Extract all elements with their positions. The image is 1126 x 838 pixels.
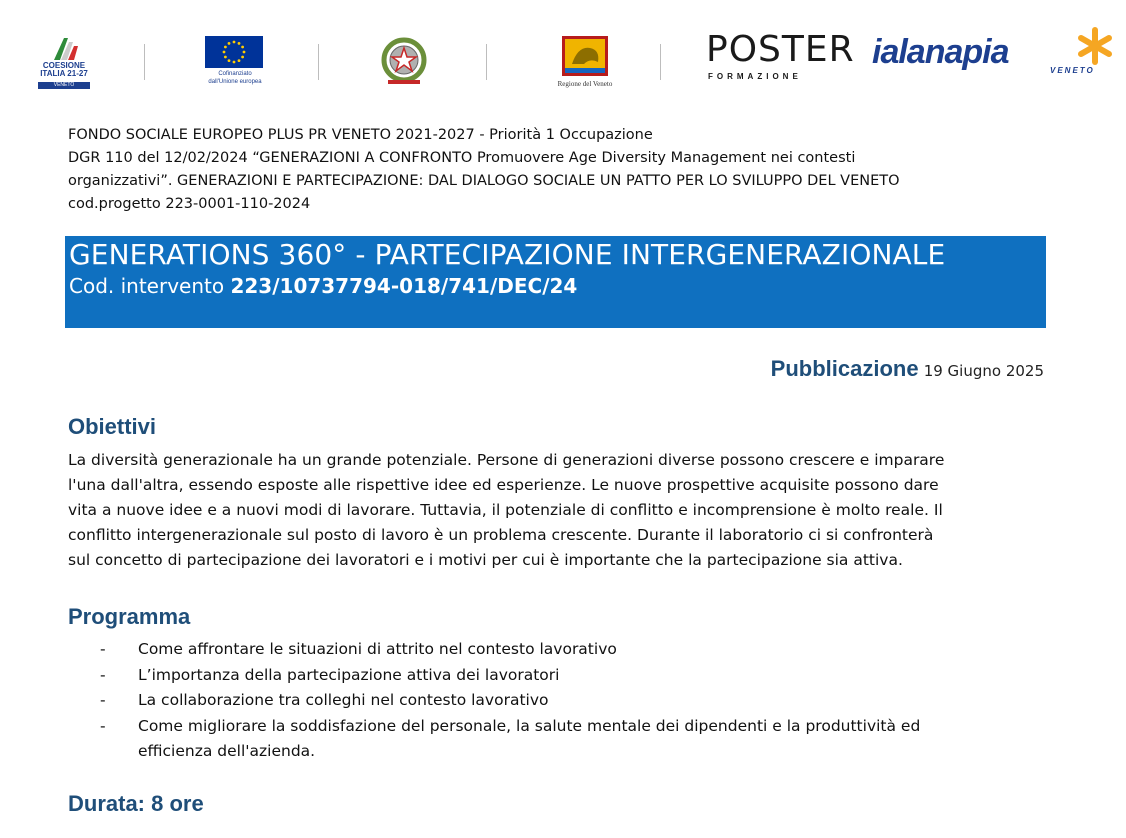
intervention-code xyxy=(69,274,577,298)
intervention-code-value: 223/10737794-018/741/DEC/24 xyxy=(230,274,578,298)
veneto-caption: Regione del Veneto xyxy=(557,80,613,88)
logo-bar xyxy=(0,24,1126,96)
header-line-4: cod.progetto 223-0001-110-2024 xyxy=(68,196,311,212)
eu-flag-icon xyxy=(205,36,263,68)
course-title: GENERATIONS 360° - PARTECIPAZIONE INTERGENERAZIONALE xyxy=(69,238,946,271)
publication-label: Pubblicazione xyxy=(770,356,919,381)
ial-region: VENETO xyxy=(1050,66,1095,75)
objectives-text xyxy=(68,448,1048,573)
coesione-region: VENETO xyxy=(38,82,90,89)
objectives-heading: Obiettivi xyxy=(68,414,157,439)
poster-subtitle: FORMAZIONE xyxy=(708,72,802,81)
eu-caption: Cofinanziato dall'Unione europea xyxy=(208,71,262,85)
project-header xyxy=(68,124,1058,216)
ial-wordmark: ialanapia xyxy=(872,33,1009,71)
coesione-label: COESIONE ITALIA 21-27 xyxy=(40,61,88,78)
objectives-line: l'una dall'altra, essendo esposte alle rispettive idee ed esperienze. Le nuove prospettive acquisite possono dare xyxy=(68,476,939,494)
program-list xyxy=(100,637,1060,765)
publication-date: 19 Giugno 2025 xyxy=(923,362,1044,380)
list-item: - La collaborazione tra colleghi nel contesto lavorativo xyxy=(100,691,549,709)
logo-divider xyxy=(660,44,661,80)
italian-republic-emblem xyxy=(374,36,434,88)
objectives-line: vita a nuove idee e a nuovi modi di lavorare. Tuttavia, il potenziale di conflitto e incomprensione è molto reale. Il xyxy=(68,501,943,519)
ial-anapia-logo xyxy=(870,26,1115,86)
poster-formazione-logo xyxy=(706,29,855,86)
list-item-continuation: efficienza dell'azienda. xyxy=(138,742,316,760)
list-item: - Come affrontare le situazioni di attrito nel contesto lavorativo xyxy=(100,640,617,658)
list-item: - L’importanza della partecipazione attiva dei lavoratori xyxy=(100,665,560,684)
objectives-line: conflitto intergenerazionale sul posto di lavoro è un problema crescente. Durante il laboratorio ci si confronterà xyxy=(68,526,934,544)
objectives-line: sul concetto di partecipazione dei lavoratori e i motivi per cui è importante che la partecipazione sia attiva. xyxy=(68,551,903,569)
coesione-italia-logo xyxy=(34,34,94,90)
logo-divider xyxy=(144,44,145,80)
program-heading: Programma xyxy=(68,604,191,629)
eu-cofunded-logo xyxy=(200,36,270,88)
header-line-1: FONDO SOCIALE EUROPEO PLUS PR VENETO 2021-2027 - Priorità 1 Occupazione xyxy=(68,127,653,143)
coesione-emblem-icon xyxy=(34,34,94,62)
intervention-code-label: Cod. intervento xyxy=(69,274,231,298)
objectives-line: La diversità generazionale ha un grande potenziale. Persone di generazioni diverse possono crescere e imparare xyxy=(68,451,945,469)
list-item: - Come migliorare la soddisfazione del personale, la salute mentale dei dipendenti e la produttività ed xyxy=(100,716,921,735)
publication-info xyxy=(771,356,1044,382)
regione-veneto-logo xyxy=(550,34,620,90)
poster-title: POSTER xyxy=(706,29,855,70)
asterisk-icon xyxy=(1075,26,1115,66)
header-line-2: DGR 110 del 12/02/2024 “GENERAZIONI A CONFRONTO Promuovere Age Diversity Management nei contesti xyxy=(68,150,856,166)
title-banner xyxy=(65,236,1046,328)
logo-divider xyxy=(486,44,487,80)
veneto-lion-icon xyxy=(550,34,620,80)
duration-heading: Durata: 8 ore xyxy=(68,791,204,816)
republic-emblem-icon xyxy=(374,36,434,88)
logo-divider xyxy=(318,44,319,80)
header-line-3: organizzativi”. GENERAZIONI E PARTECIPAZIONE: DAL DIALOGO SOCIALE UN PATTO PER LO SVILUPPO DEL VENETO xyxy=(68,173,900,189)
